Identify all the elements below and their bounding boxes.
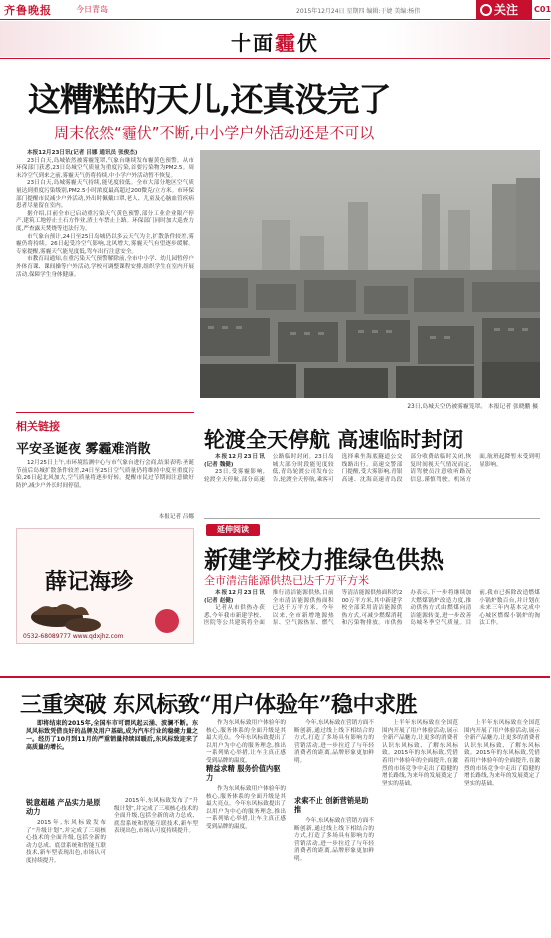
side-box-title: 平安圣诞夜 雾霾难消散	[16, 442, 151, 457]
bottom-col1-text: 2015年,东风标致发布了“升级计划”,并完成了三项核心技术的全面升级,包括全新的动力总成、底盘系统和智能互联技术,新车型表现出色,市场认可度持续提升。	[26, 820, 106, 864]
lead-article-body	[16, 150, 194, 400]
section-tag-label: 关注	[494, 3, 519, 17]
bottom-col1-body	[26, 820, 106, 930]
bottom-col4-intro	[294, 720, 374, 790]
side-box-text: 12月25日上午,市环境监测中心与市气象台进行会商,结果表明:圣诞节前后岛城扩散条件较差,24日至25日空气质量仍将维持中度至重度污染,26日起北风加大,空气质量将逐步好转。提醒市民过节期间注意做好防护,减少户外长时间停留。	[16, 460, 194, 489]
bottom-section-rule	[0, 676, 550, 678]
lead-paragraph: 23日白天,岛城依然被雾霾笼罩,气象台继续发布霾黄色预警。从市环保部门获悉,23日岛城空气质量为重度污染,首要污染物为PM2.5。周末冷空气到来之前,雾霾天气仍将持续,中小学户外活动暂不恢复。	[16, 157, 194, 179]
section-title-post: 伏	[297, 31, 319, 55]
lead-paragraph: 市气象台预计,24日至25日岛城仍以多云天气为主,扩散条件较差,雾霾仍将持续。26日起受冷空气影响,北风增大,雾霾天气有望逐步缓解。专家提醒,雾霾天气能见度低,驾车出行注意安全。	[16, 233, 194, 255]
heat-byline: 本报12月23日讯(记者 赵健)	[204, 590, 265, 604]
newspaper-logo: 齐鲁晚报	[4, 4, 52, 17]
bottom-col2-text: 2015年,东风标致发布了“升级计划”,并完成了三项核心技术的全面升级,包括全新的动力总成、底盘系统和智能互联技术,新车型表现出色,市场认可度持续提升。	[114, 798, 198, 835]
lead-paragraph: 23日白天,岛城雾霾天气持续,能见度较低。全市大部分地区空气质量达到重度污染级别,PM2.5小时浓度最高超过200微克/立方米。市环保部门提醒市民减少户外活动,外出时佩戴口罩,老人、儿童及心脑血管疾病患者尽量留在室内。	[16, 180, 194, 210]
heat-subheadline: 全市清洁能源供热已达千万平方米	[204, 574, 369, 587]
bottom-col3-heading: 精益求精 服务价值内驱力	[206, 764, 281, 782]
bottom-lead-text: 即将结束的2015年,全国车市可谓风起云涌、波澜不断。东风风标致凭借良好的品牌及用户基础,成为汽车行业的稳健力量之一。经历了10月到11月的严重销量持续回暖后,东风标致迎来了高质量的增长。	[26, 720, 198, 751]
bottom-col4-text: 今年,东风标致在营销方面不断创新,通过线上线下相结合的方式,打造了多场具有影响力的营销活动,进一步拉近了与年轻消费者的距离,品牌形象更加鲜明。	[294, 818, 374, 862]
lead-subheadline: 周末依然“霾伏”不断,中小学户外活动还是不可以	[54, 124, 375, 142]
bottom-col6-text: 上半年东风标致在全国范围内开展了用户体验活动,展示全新产品魅力,让更多的消费者认识东风标致、了解东风标致。2015年的东风标致,凭借着用户体验年的全面提升,在激烈的市场竞争中走出了稳健的增长路线,为来年的发展奠定了坚实的基础。	[464, 720, 540, 787]
bottom-col2-body	[114, 798, 198, 930]
issue-date: 2015年12月24日 星期四 编辑:于婕 美编:杨伟	[296, 8, 421, 15]
photo-caption: 23日,岛城天空仍被雾霾笼罩。 本报记者 张晓鹏 摄	[407, 404, 538, 410]
bottom-col6-body	[464, 720, 540, 930]
bottom-col5-body	[382, 720, 458, 930]
section-title-emph: 霾	[275, 31, 297, 55]
side-box-tag: 相关链接	[16, 420, 60, 433]
circle-icon	[480, 4, 492, 16]
section-title	[0, 27, 550, 56]
side-box-rule	[16, 412, 194, 413]
page-number: C01	[534, 5, 551, 14]
bottom-col3-intro	[206, 720, 286, 764]
city-skyline-image	[200, 150, 540, 398]
side-box-byline: 本报记者 吕娜	[158, 514, 194, 520]
lead-paragraph: 市教育局通知,在重污染天气预警解除前,全市中小学、幼儿园暂停户外体育课、课间操等户外活动,学校可调整课程安排,组织学生在室内开展活动,保障学生身体健康。	[16, 256, 194, 278]
ferry-byline: 本报12月23日讯(记者 魏健)	[204, 454, 265, 468]
ad-contact: 0532-68089777 www.qdxjhz.com	[23, 633, 124, 640]
lead-byline: 本报12月23日讯(记者 吕娜 通讯员 张俊杰)	[27, 150, 138, 156]
banner-rule	[0, 58, 550, 59]
ad-brand: 薛记海珍	[45, 569, 134, 595]
bottom-col3-body	[206, 786, 286, 930]
bottom-col3-text: 作为东风标致用户体验年的核心,服务体系的全面升级是其最大亮点。今年东风标致提出了以用户为中心的服务理念,推出一系列贴心举措,让车主真正感受到品牌的温度。	[206, 786, 286, 830]
bottom-headline: 三重突破 东风标致“用户体验年”稳中求胜	[20, 692, 417, 718]
ferry-article-body	[204, 454, 540, 514]
bottom-lead	[26, 720, 198, 792]
lead-headline: 这糟糕的天儿,还真没完了	[28, 80, 391, 119]
advertisement[interactable]	[16, 528, 194, 644]
heat-tag: 延伸阅读	[206, 524, 260, 536]
heat-top-rule	[204, 518, 540, 519]
bottom-col4-heading: 求索不止 创新营销是助推	[294, 796, 369, 814]
bottom-col1-heading: 锐意超越 产品实力是原动力	[26, 798, 101, 816]
section-title-pre: 十面	[231, 31, 275, 55]
side-box-body	[16, 460, 194, 512]
bottom-col4-body	[294, 818, 374, 930]
section-tag	[476, 0, 532, 20]
heat-article-body	[204, 590, 540, 668]
heat-headline: 新建学校力推绿色供热	[204, 545, 444, 574]
smog-photo	[200, 150, 540, 398]
edition-name: 今日青岛	[76, 5, 108, 14]
ferry-text: 23日,受雾霾影响,轮渡全天停航,部分高速公路临时封闭。23日岛城大部分时段能见度较低,青岛轮渡公司发布公告,轮渡全天停航,乘客可选择乘坐海底隧道公交线路出行。高速交警部门提醒,受大雾影响,青银高速、沈海高速青岛段部分收费站临时关闭,恢复时间视天气情况而定,请驾驶员注意收听路况信息,谨慎驾驶。机场方面,航班起降暂未受到明显影响。	[204, 454, 540, 483]
lead-paragraph: 据介绍,目前全市已启动重污染天气黄色预警,部分工业企业限产停产,建筑工地停止土石方作业,渣土车禁止上路。环保部门同时加大巡查力度,严查露天焚烧等违法行为。	[16, 210, 194, 232]
bottom-col3-intro-text: 作为东风标致用户体验年的核心,服务体系的全面升级是其最大亮点。今年东风标致提出了以用户为中心的服务理念,推出一系列贴心举措,让车主真正感受到品牌的温度。	[206, 720, 286, 764]
ferry-headline: 轮渡全天停航 高速临时封闭	[204, 427, 464, 452]
bottom-col5-text: 上半年东风标致在全国范围内开展了用户体验活动,展示全新产品魅力,让更多的消费者认识东风标致、了解东风标致。2015年的东风标致,凭借着用户体验年的全面提升,在激烈的市场竞争中走出了稳健的增长路线,为来年的发展奠定了坚实的基础。	[382, 720, 458, 787]
bottom-col4-intro-text: 今年,东风标致在营销方面不断创新,通过线上线下相结合的方式,打造了多场具有影响力的营销活动,进一步拉近了与年轻消费者的距离,品牌形象更加鲜明。	[294, 720, 374, 764]
heat-text: 记者从市供热办获悉,今年我市新建学校、医院等公共建筑将全面推行清洁能源供热,目前全市清洁能源供热面积已达千万平方米。今年以来,全市新增地源热泵、空气源热泵、燃气等清洁能源供热面积约200万平方米,其中新建学校全部采用清洁能源供热方式,可减少燃煤消耗和污染物排放。市供热办表示,下一步将继续加大燃煤锅炉改造力度,推动供热方式由燃煤向清洁能源转变,进一步改善岛城冬季空气质量。目前,我市已拆除改造燃煤小锅炉数百台,并计划在未来三年内基本完成中心城区燃煤小锅炉的淘汰工作。	[204, 590, 540, 627]
